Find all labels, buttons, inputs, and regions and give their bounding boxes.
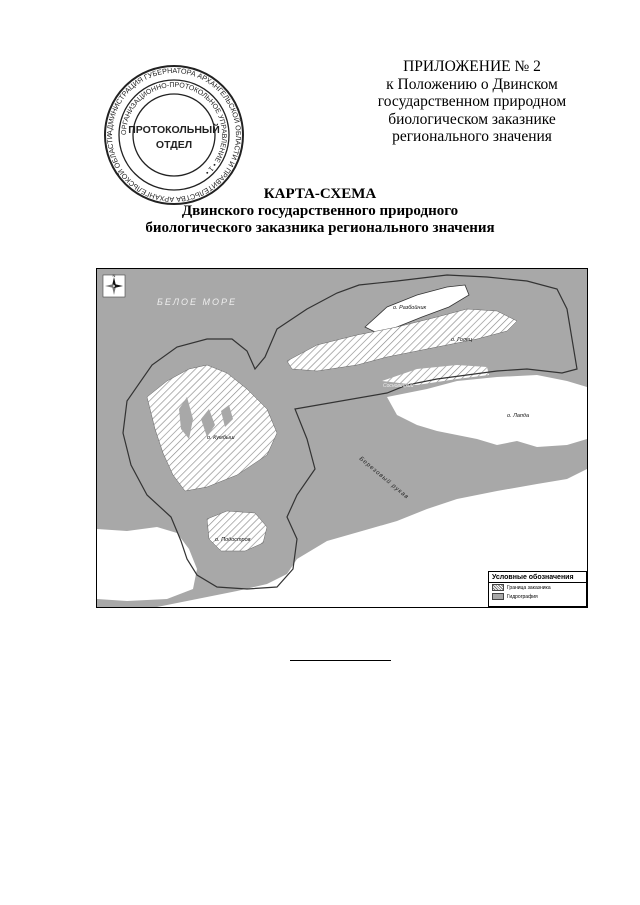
- appendix-ref-line: биологическом заказнике: [388, 110, 556, 128]
- title-line3: биологического заказника регионального значения: [145, 220, 495, 236]
- appendix-header: [362, 58, 582, 146]
- compass-north-label: N: [112, 273, 116, 278]
- label-kumbysh: о. Кумбыш: [207, 435, 235, 441]
- title-line1: КАРТА-СХЕМА: [263, 186, 377, 202]
- label-channel: Березовый рукав: [357, 455, 410, 501]
- stamp-outer-text: АДМИНИСТРАЦИЯ ГУБЕРНАТОРА АРХАНГЕЛЬСКОЙ ОБЛАСТИ И ПРАВИТЕЛЬСТВА АРХАНГЕЛЬСКОЙ ОБЛАСТИ: [104, 65, 244, 205]
- legend-label-boundary: Граница заказника: [507, 584, 551, 591]
- map-delta-island: [307, 564, 387, 574]
- map-scheme: [96, 268, 588, 608]
- sea-label: БЕЛОЕ МОРЕ: [157, 297, 238, 307]
- map-delta-island: [392, 549, 502, 559]
- appendix-ref-line: к Положению о Двинском: [386, 75, 558, 93]
- appendix-number: ПРИЛОЖЕНИЕ № 2: [403, 58, 541, 75]
- map-legend: [488, 571, 587, 607]
- label-podostrov: о. Подостров: [215, 537, 251, 543]
- official-stamp: [96, 64, 252, 206]
- map-delta-island: [477, 523, 557, 535]
- closing-rule: [290, 660, 391, 661]
- compass-rose-icon: [103, 275, 125, 297]
- label-razbojnik: о. Разбойник: [393, 305, 427, 311]
- label-lapda: о. Лапда: [507, 413, 530, 419]
- label-sosnovets: Сосновецкий: [383, 383, 414, 389]
- stamp-center-line2: ОТДЕЛ: [155, 139, 193, 151]
- map-island-podostrov: [207, 511, 267, 551]
- stamp-inner-text: ОРГАНИЗАЦИОННО-ПРОТОКОЛЬНОЕ УПРАВЛЕНИЕ • 1 •: [120, 81, 228, 176]
- title-line2: Двинского государственного природного: [181, 203, 459, 219]
- legend-title: Условные обозначения: [489, 572, 586, 583]
- legend-item-hydro: [489, 592, 586, 601]
- appendix-ref-line: регионального значения: [392, 128, 552, 145]
- water-swatch-icon: [492, 593, 504, 600]
- label-golec: о. Голец: [451, 337, 473, 343]
- map-delta-island: [507, 497, 567, 505]
- legend-label-hydro: Гидрография: [507, 593, 538, 600]
- legend-item-boundary: [489, 583, 586, 592]
- stamp-center-line1: ПРОТОКОЛЬНЫЙ: [128, 124, 220, 136]
- hatch-swatch-icon: [492, 584, 504, 591]
- document-title: [0, 186, 640, 237]
- appendix-ref-line: государственном природном: [377, 93, 567, 110]
